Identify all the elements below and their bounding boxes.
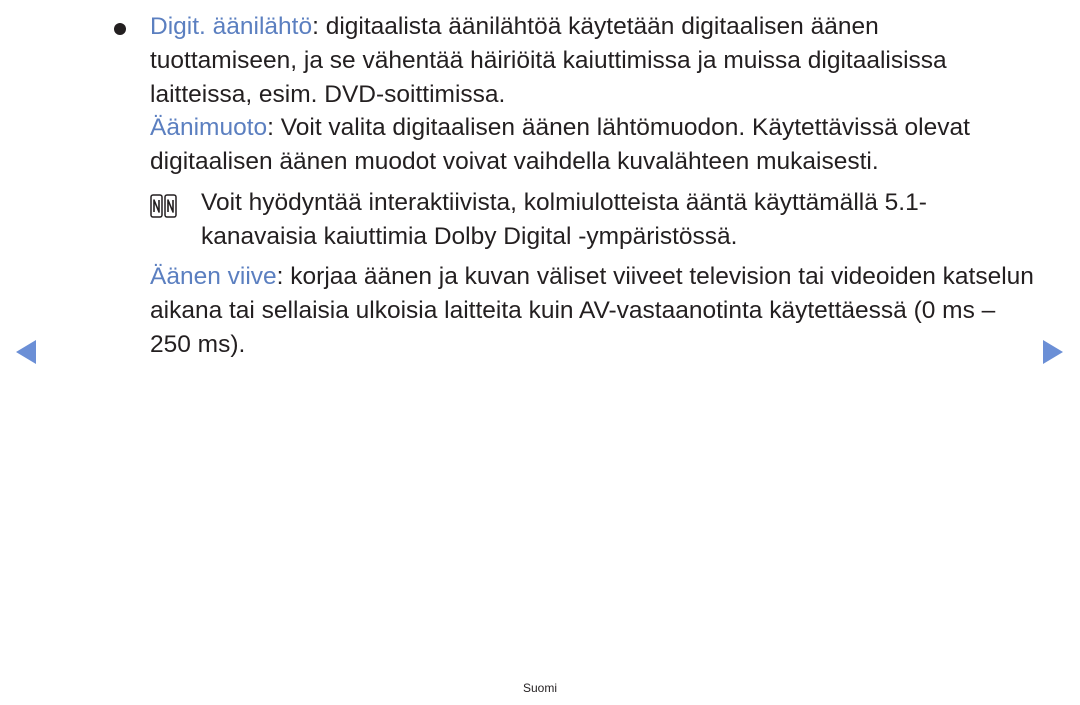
description-audio-format: : Voit valita digitaalisen äänen lähtömuodon. Käytettävissä olevat digitaalisen äänen muodot voivat vaihdella kuvalähteen mukaisesti. bbox=[150, 114, 970, 175]
footer-language: Suomi bbox=[522, 681, 557, 695]
note-text: Voit hyödyntää interaktiivista, kolmiulotteista ääntä käyttämällä 5.1-kanavaisia kaiuttimia Dolby Digital -ympäristössä. bbox=[201, 189, 927, 250]
bullet-dot bbox=[114, 23, 126, 35]
description-digital-output: : digitaalista äänilähtöä käytetään digitaalisen äänen tuottamiseen, ja se vähentää häiriöitä kaiuttimissa ja muissa digitaalisissa laitteissa, esim. DVD-soittimissa. bbox=[150, 13, 947, 108]
description-audio-delay: : korjaa äänen ja kuvan väliset viiveet television tai videoiden katselun aikana tai sellaisia ulkoisia laitteita kuin AV-vastaanotinta käytettäessä (0 ms – 250 ms). bbox=[150, 263, 1034, 358]
term-digital-output: Digit. äänilähtö bbox=[150, 13, 313, 40]
term-audio-format: Äänimuoto bbox=[150, 114, 268, 141]
note-icon bbox=[150, 194, 178, 218]
paragraph-digital-output bbox=[150, 10, 1030, 112]
triangle-left-icon[interactable] bbox=[16, 340, 36, 364]
paragraph-audio-delay bbox=[150, 260, 1040, 362]
term-audio-delay: Äänen viive bbox=[150, 263, 277, 290]
triangle-right-icon[interactable] bbox=[1043, 340, 1063, 364]
paragraph-audio-format bbox=[150, 111, 1030, 179]
